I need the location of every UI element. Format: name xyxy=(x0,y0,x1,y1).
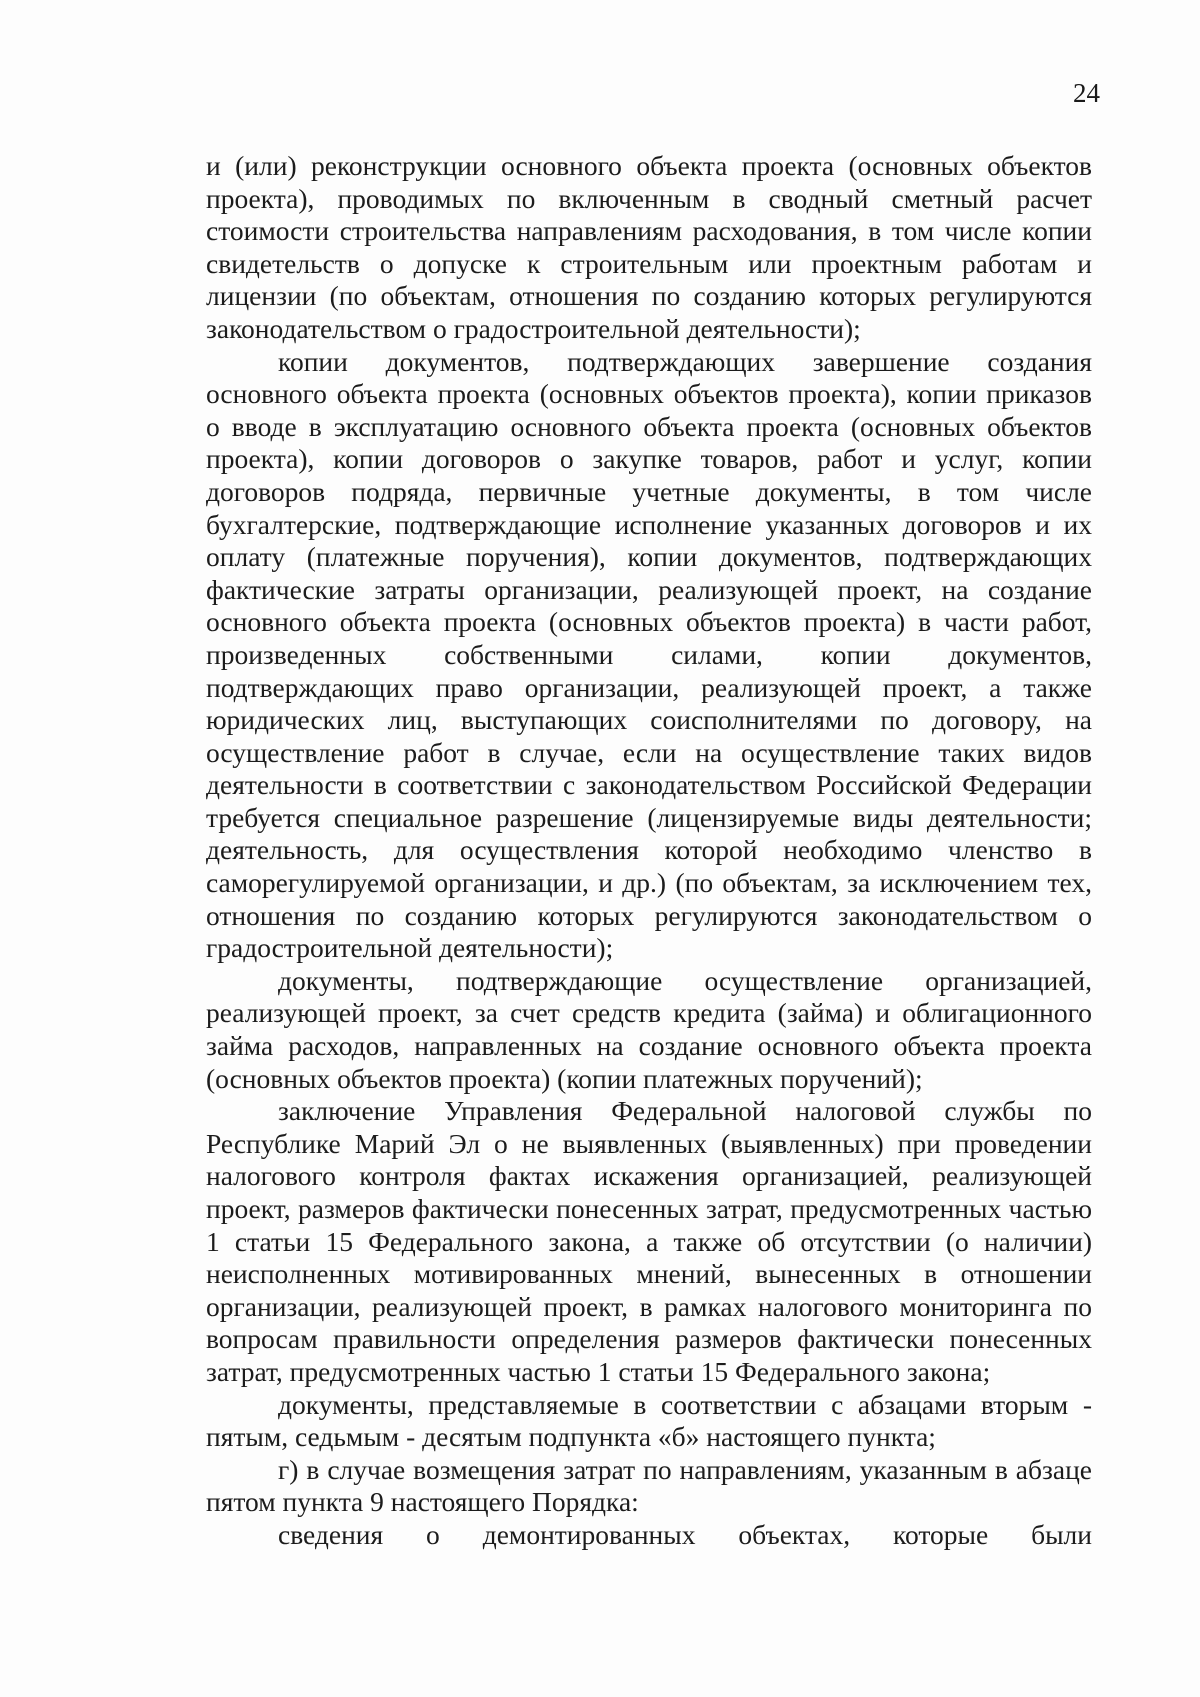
page-number: 24 xyxy=(1073,78,1100,108)
paragraph-credit-documents: документы, подтверждающие осуществление организацией, реализующей проект, за счет средств кредита (займа) и облигационного займа расходов, направленных на создание основного объекта проекта (основных объектов проекта) (копии платежных поручений); xyxy=(206,964,1092,1094)
paragraph-dismantled-objects: сведения о демонтированных объектах, которые были xyxy=(278,1518,1092,1550)
document-body xyxy=(206,150,1092,1552)
paragraph-continuation: и (или) реконструкции основного объекта проекта (основных объектов проекта), проводимых по включенным в сводный сметный расчет стоимости строительства направлениям расходования, в том числе копии свидетельств о допуске к строительным или проектным работам и лицензии (по объектам, отношения по созданию которых регулируются законодательством о градостроительной деятельности); xyxy=(206,150,1092,344)
paragraph-copies-of-documents: копии документов, подтверждающих завершение создания основного объекта проекта (основных объектов проекта), копии приказов о вводе в эксплуатацию основного объекта проекта (основных объектов проекта), копии договоров о закупке товаров, работ и услуг, копии договоров подряда, первичные учетные документы, в том числе бухгалтерские, подтверждающие исполнение указанных договоров и их оплату (платежные поручения), копии документов, подтверждающих фактические затраты организации, реализующей проект, на создание основного объекта проекта (основных объектов проекта) в части работ, произведенных собственными силами, копии документов, подтверждающих право организации, реализующей проект, а также юридических лиц, выступающих соисполнителями по договору, на осуществление работ в случае, если на осуществление таких видов деятельности в соответствии с законодательством Российской Федерации требуется специальное разрешение (лицензируемые виды деятельности; деятельность, для осуществления которой необходимо членство в саморегулируемой организации, и др.) (по объектам, за исключением тех, отношения по созданию которых регулируются законодательством о градостроительной деятельности); xyxy=(206,345,1092,964)
paragraph-documents-submitted: документы, представляемые в соответствии с абзацами вторым - пятым, седьмым - десятым подпункта «б» настоящего пункта; xyxy=(206,1388,1092,1453)
paragraph-subitem-g: г) в случае возмещения затрат по направлениям, указанным в абзаце пятом пункта 9 настоящего Порядка: xyxy=(206,1453,1092,1518)
paragraph-tax-service-conclusion: заключение Управления Федеральной налоговой службы по Республике Марий Эл о не выявленных (выявленных) при проведении налогового контроля фактах искажения организацией, реализующей проект, размеров фактически понесенных затрат, предусмотренных частью 1 статьи 15 Федерального закона, а также об отсутствии (о наличии) неисполненных мотивированных мнений, вынесенных в отношении организации, реализующей проект, в рамках налогового мониторинга по вопросам правильности определения размеров фактически понесенных затрат, предусмотренных частью 1 статьи 15 Федерального закона; xyxy=(206,1095,1092,1387)
